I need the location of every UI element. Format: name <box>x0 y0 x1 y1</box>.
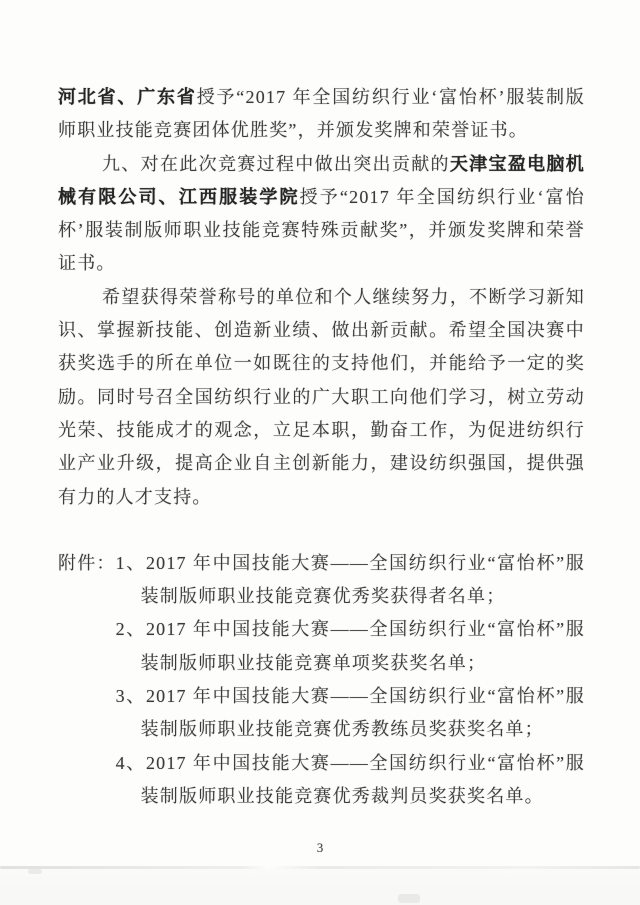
scan-edge-area <box>0 869 640 905</box>
attachments-list <box>116 547 585 813</box>
bold-contributor-names: 天津宝盈电脑机械有限公司、江西服装学院 <box>58 153 585 207</box>
attachment-item-2: 2、2017 年中国技能大赛——全国纺织行业“富怡杯”服装制版师职业技能竞赛单项奖获奖名单； <box>115 619 585 673</box>
page-number: 3 <box>316 840 324 855</box>
paragraph-team-award <box>58 81 585 148</box>
bold-province-names: 河北省、广东省 <box>58 87 197 107</box>
attachments-label: 附件： <box>58 552 116 573</box>
paragraph-special-rest-text: 授予“2017 年全国纺织行业‘富怡杯’服装制版师职业技能竞赛特殊贡献奖”，并颁发奖牌和荣誉证书。 <box>58 186 585 274</box>
scan-smudge <box>28 869 42 874</box>
paragraph-special-lead-text: 九、对在此次竞赛过程中做出突出贡献的 <box>102 153 450 174</box>
scan-smudge <box>398 894 420 903</box>
attachment-item-3: 3、2017 年中国技能大赛——全国纺织行业“富怡杯”服装制版师职业技能竞赛优秀教练员奖获奖名单； <box>115 686 585 740</box>
paragraph-encouragement: 希望获得荣誉称号的单位和个人继续努力，不断学习新知识、掌握新技能、创造新业绩、做出新贡献。希望全国决赛中获奖选手的所在单位一如既往的支持他们，并能给予一定的奖励。同时号召全国纺织行业的广大职工向他们学习，树立劳动光荣、技能成才的观念，立足本职，勤奋工作，为促进纺织行业产业升级，提高企业自主创新能力，建设纺织强国，提供强有力的人才支持。 <box>58 286 585 507</box>
attachment-item-1: 1、2017 年中国技能大赛——全国纺织行业“富怡杯”服装制版师职业技能竞赛优秀奖获得者名单； <box>115 552 585 607</box>
scan-artifact-line <box>0 866 640 869</box>
attachment-item-4: 4、2017 年中国技能大赛——全国纺织行业“富怡杯”服装制版师职业技能竞赛优秀裁判员奖获奖名单。 <box>115 752 585 806</box>
paragraph-special-contribution-award <box>58 148 585 281</box>
attachments-section <box>58 547 585 813</box>
document-body <box>58 81 585 813</box>
paragraph-team-award-text: 授予“2017 年全国纺织行业‘富怡杯’服装制版师职业技能竞赛团体优胜奖”，并颁发奖牌和荣誉证书。 <box>58 87 585 141</box>
